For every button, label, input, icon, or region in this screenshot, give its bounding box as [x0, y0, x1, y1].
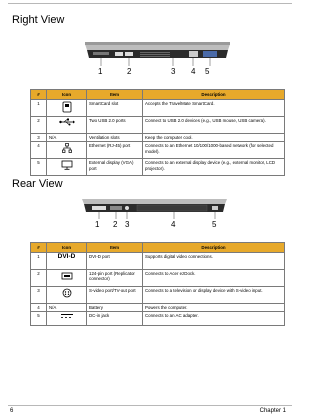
rear-callout-2: 2: [113, 220, 118, 229]
footer-rule: [8, 405, 292, 406]
col-header-description: Description: [143, 243, 285, 253]
right-callout-1: 1: [98, 67, 103, 76]
row-number: 3: [31, 287, 47, 304]
dvi-d-icon: DVI-D: [47, 253, 87, 270]
rear-callout-3: 3: [125, 220, 130, 229]
rear-callout-1: 1: [95, 220, 100, 229]
table-row: [31, 117, 285, 134]
chapter-label: Chapter 1: [259, 408, 286, 414]
table-row: [31, 312, 285, 326]
row-number: 2: [31, 270, 47, 287]
row-number: 5: [31, 159, 47, 176]
row-item: 124-pin port (Replicator connector): [87, 270, 143, 287]
row-item: DC-in jack: [87, 312, 143, 326]
col-header-icon: Icon: [47, 243, 87, 253]
row-description: Connects to an Ethernet 10/100/1000-based network (for selected model).: [143, 142, 285, 159]
right-view-table: [30, 89, 285, 176]
row-description: Connects to an external display device (e.g., external monitor, LCD projector).: [143, 159, 285, 176]
page-number: 6: [10, 408, 14, 414]
top-rule: [8, 3, 292, 4]
rear-view-title: Rear View: [12, 178, 63, 190]
col-header-number: #: [31, 90, 47, 100]
row-description: Connects to an AC adapter.: [143, 312, 285, 326]
right-callout-3: 3: [171, 67, 176, 76]
row-description: Connect to USB 2.0 devices (e.g., USB mouse, USB camera).: [143, 117, 285, 134]
dock-icon: [47, 270, 87, 287]
table-row: [31, 287, 285, 304]
monitor-icon: [47, 159, 87, 176]
svideo-icon: [47, 287, 87, 304]
row-icon-text: N/A: [47, 304, 87, 312]
row-item: Two USB 2.0 ports: [87, 117, 143, 134]
row-item: Battery: [87, 304, 143, 312]
table-header-row: [31, 243, 285, 253]
col-header-item: Item: [87, 90, 143, 100]
row-item: Ethernet (RJ-45) port: [87, 142, 143, 159]
right-view-laptop-image: [85, 42, 230, 68]
row-description: Accepts the TravelMate SmartCard.: [143, 100, 285, 117]
table-row: [31, 100, 285, 117]
rear-callout-5: 5: [212, 220, 217, 229]
right-callout-4: 4: [191, 67, 196, 76]
usb-icon: [47, 117, 87, 134]
rear-view-laptop-image: [82, 198, 227, 220]
row-description: Connects to a television or display device with S-video input.: [143, 287, 285, 304]
row-number: 1: [31, 100, 47, 117]
smartcard-icon: [47, 100, 87, 117]
row-number: 5: [31, 312, 47, 326]
table-row: [31, 134, 285, 142]
row-number: 2: [31, 117, 47, 134]
row-number: 1: [31, 253, 47, 270]
rear-callout-4: 4: [171, 220, 176, 229]
table-row: [31, 253, 285, 270]
table-header-row: [31, 90, 285, 100]
col-header-icon: Icon: [47, 90, 87, 100]
row-description: Keep the computer cool.: [143, 134, 285, 142]
row-item: External display (VGA) port: [87, 159, 143, 176]
row-item: Ventilation slots: [87, 134, 143, 142]
row-number: 4: [31, 142, 47, 159]
col-header-item: Item: [87, 243, 143, 253]
row-item: SmartCard slot: [87, 100, 143, 117]
network-icon: [47, 142, 87, 159]
right-view-title: Right View: [12, 14, 65, 26]
table-row: [31, 270, 285, 287]
right-callout-2: 2: [127, 67, 132, 76]
dc-in-icon: [47, 312, 87, 326]
row-item: S-video port/TV-out port: [87, 287, 143, 304]
row-description: Supports digital video connections.: [143, 253, 285, 270]
right-callout-5: 5: [205, 67, 210, 76]
row-icon-text: N/A: [47, 134, 87, 142]
table-row: [31, 142, 285, 159]
row-number: 4: [31, 304, 47, 312]
rear-view-table: [30, 242, 285, 326]
row-description: Powers the computer.: [143, 304, 285, 312]
col-header-number: #: [31, 243, 47, 253]
table-row: [31, 159, 285, 176]
table-row: [31, 304, 285, 312]
row-item: DVI-D port: [87, 253, 143, 270]
row-description: Connects to Acer ezDock.: [143, 270, 285, 287]
row-number: 3: [31, 134, 47, 142]
col-header-description: Description: [143, 90, 285, 100]
